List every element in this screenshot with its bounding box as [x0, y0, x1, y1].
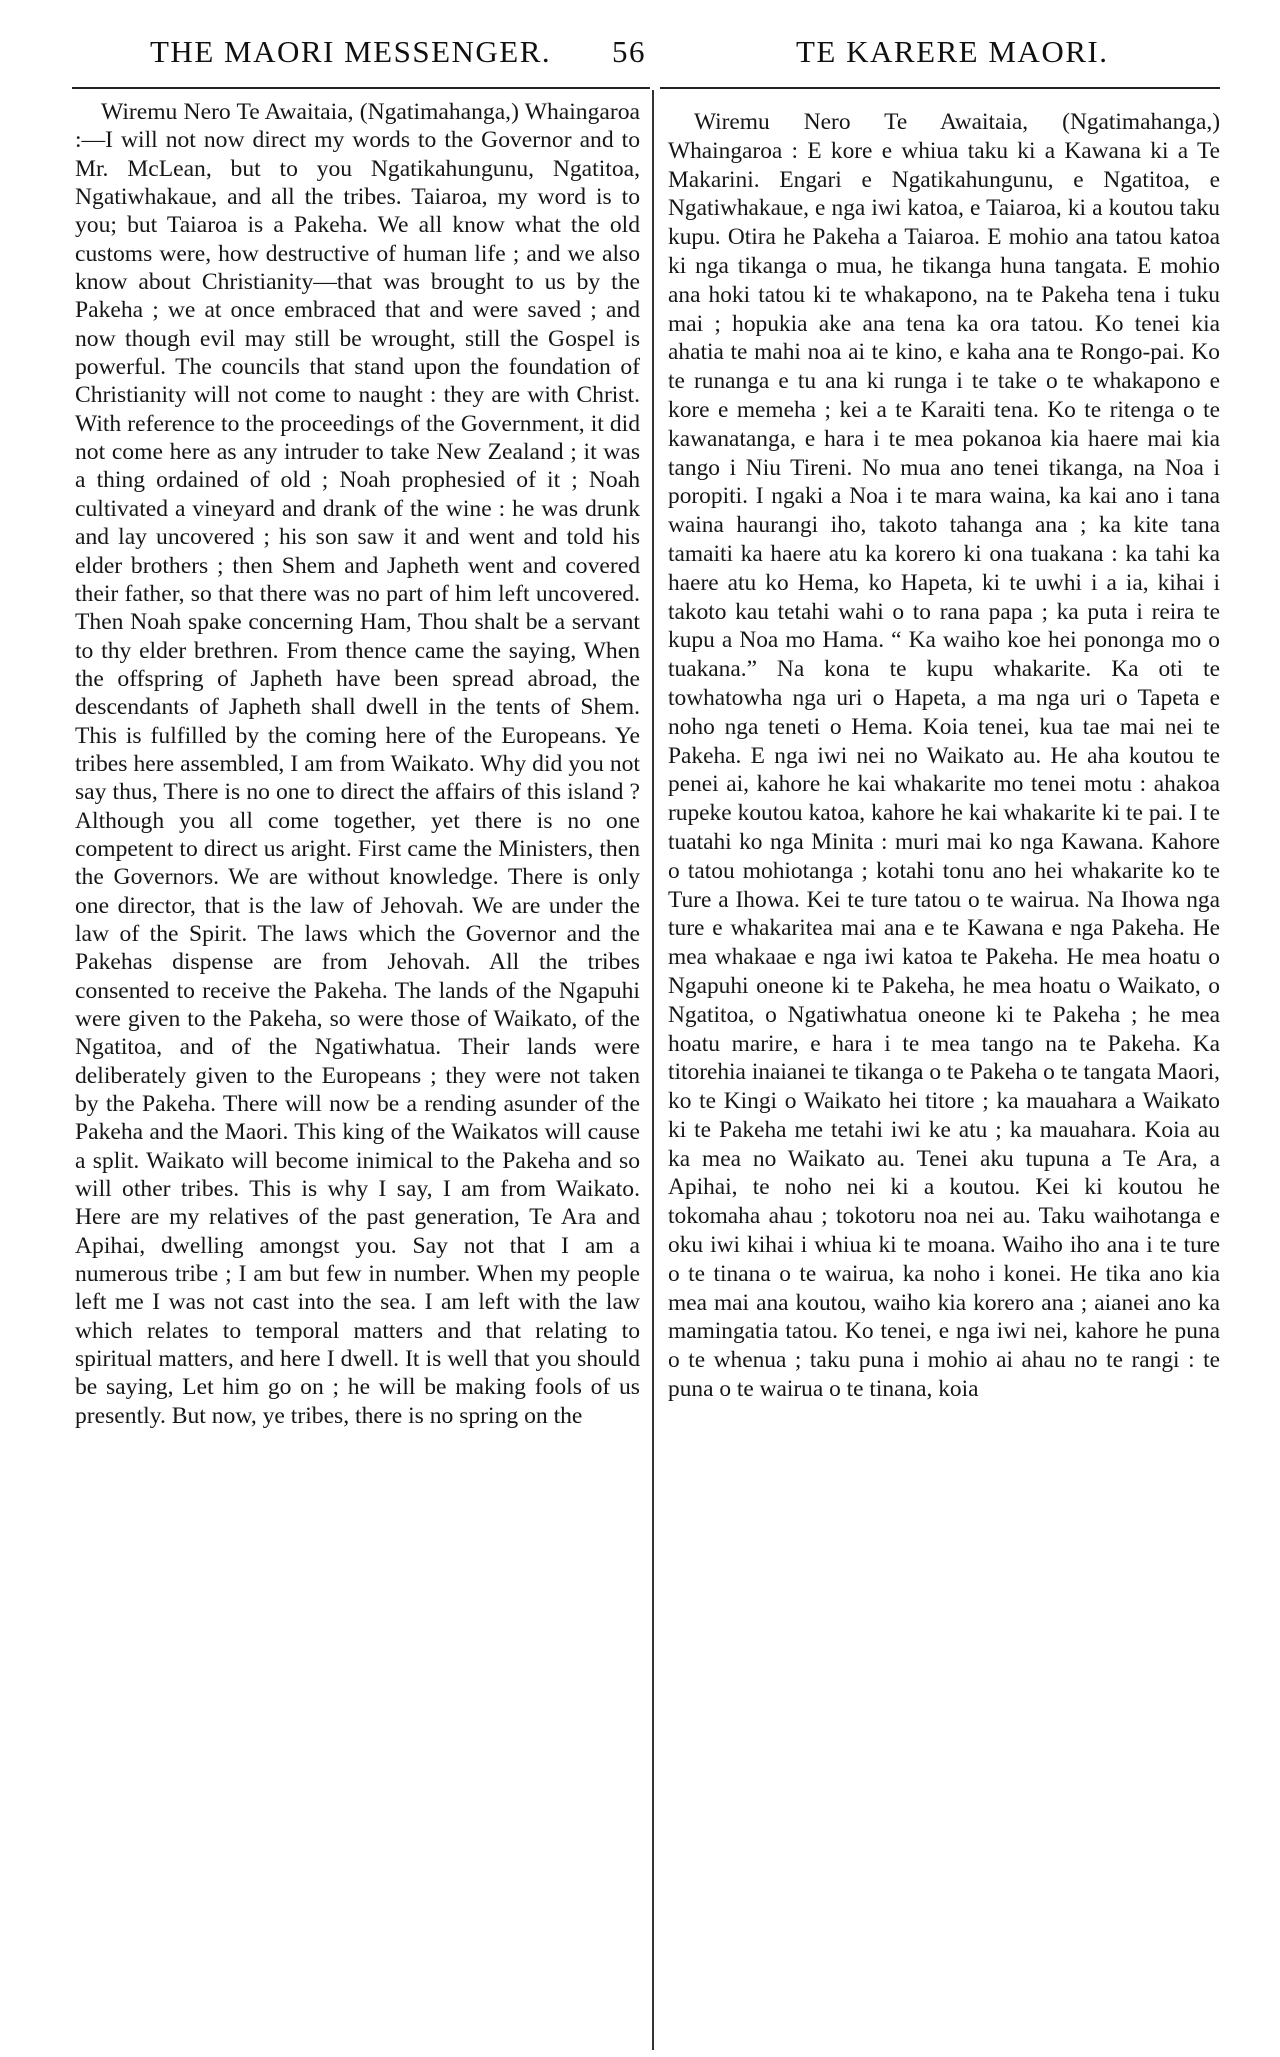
column-divider [652, 90, 654, 2050]
maori-column [668, 108, 1220, 2048]
header-rule-right [660, 87, 1220, 89]
maori-speaker: Wiremu Nero Te Awaitaia, (Ngatimahanga,) Whaingaroa : [668, 109, 1220, 164]
english-paragraph [75, 98, 640, 1430]
maori-body: E kore e whiua taku ki a Kawana ki a Te Makarini. Engari e Ngatikahungunu, e Ngatitoa, e Ngatiwhakaue, e nga iwi katoa, e Taiaroa, ki a koutou taku kupu. Otira he Pakeha a Taiaroa. E mohio ana tatou katoa ki nga tikanga o mua, he tikanga huna tangata. E mohio ana hoki tatou ki te whakapono, na te Pakeha tena i tuku mai ; hopukia ake ana tena ka ora tatou. Ko tenei kia ahatia te mahi noa ai te kino, e kaha ana te Rongo-pai. Ko te runanga e tu ana ki runga i te take o te whakapono e kore e memeha ; kei a te Karaiti tena. Ko te ritenga o te kawanatanga, e hara i te mea pokanoa kia haere mai kia tango i Niu Tireni. No mua ano tenei tikanga, na Noa i poropiti. I ngaki a Noa i te mara waina, ka kai ano i tana waina haurangi iho, takoto tahanga ana ; ka kite tana tamaiti ka haere atu ka korero ki ona tuakana : ka tahi ka haere atu ko Hema, ko Hapeta, ki te uwhi i a ia, kihai i takoto kau tetahi wahi o to rana papa ; ka puta i reira te kupu a Noa mo Hama. “ Ka waiho koe hei pononga mo o tuakana.” Na kona te kupu whakarite. Ka oti te towhatowha nga uri o Hapeta, a ma nga uri o Tapeta e noho nga teneti o Hema. Koia tenei, kua tae mai nei te Pakeha. E nga iwi nei no Waikato au. He aha koutou te penei ai, kahore he kai whakarite mo tenei motu : ahakoa rupeke koutou katoa, kahore he kai whakarite ki te pai. I te tuatahi ko nga Minita : muri mai ko nga Kawana. Kahore o tatou mohiotanga ; kotahi tonu ano hei whakarite ko te Ture a Ihowa. Kei te ture tatou o te wairua. Na Ihowa nga ture e whakaritea mai ana e te Kawana e nga Pakeha. He mea whakaae e nga iwi katoa te Pakeha. He mea hoatu o Ngapuhi oneone ki te Pakeha, he mea hoatu o Waikato, o Ngatitoa, o Ngatiwhatua oneone ki te Pakeha ; he mea hoatu marire, e hara i te mea tango na te Pakeha. Ka titorehia inaianei te tikanga o te Pakeha o te tangata Maori, ko te Kingi o Waikato hei titore ; ka mauahara a Waikato ki te Pakeha me tetahi iwi ke atu ; ka mauahara. Koia au ka mea no Waikato au. Tenei aku tupuna a Te Ara, a Apihai, te noho nei ki a koutou. Kei ki koutou he tokomaha ahau ; tokotoru noa nei au. Taku waihotanga e oku iwi kihai i whiua ki te moana. Waiho iho ana i te ture o te tinana o te wairua, ka noho i konei. He tika ano kia mea mai ana koutou, waiho kia korero ana ; aianei ano ka mamingatia tatou. Ko tenei, e nga iwi nei, kahore he puna o te whenua ; taku puna i mohio ai ahau no te rangi : te puna o te wairua o te tinana, koia [668, 137, 1220, 1403]
page-number: 56 [612, 34, 646, 69]
english-body: I will not now direct my words to the Governor and to Mr. McLean, but to you Ngatikahungunu, Ngatitoa, Ngatiwhakaue, and all the tribes. Taiaroa, my word is to you; but Taiaroa is a Pakeha. We all know what the old customs were, how destructive of human life ; and we also know about Christianity—that was brought to us by the Pakeha ; we at once embraced that and were saved ; and now though evil may still be wrought, still the Gospel is powerful. The councils that stand upon the foundation of Christianity will not come to naught : they are with Christ. With reference to the proceedings of the Government, it did not come here as any intruder to take New Zealand ; it was a thing ordained of old ; Noah prophesied of it ; Noah cultivated a vineyard and drank of the wine : he was drunk and lay uncovered ; his son saw it and went and told his elder brothers ; then Shem and Japheth went and covered their father, so that there was no part of him left uncovered. Then Noah spake concerning Ham, Thou shalt be a servant to thy elder brethren. From thence came the saying, When the offspring of Japheth have been spread abroad, the descendants of Japheth shall dwell in the tents of Shem. This is fulfilled by the coming here of the Europeans. Ye tribes here assembled, I am from Waikato. Why did you not say thus, There is no one to direct the affairs of this island ? Although you all come together, yet there is no one competent to direct us aright. First came the Ministers, then the Governors. We are without knowledge. There is only one director, that is the law of Jehovah. We are under the law of the Spirit. The laws which the Governor and the Pakehas dispense are from Jehovah. All the tribes consented to receive the Pakeha. The lands of the Ngapuhi were given to the Pakeha, so were those of Waikato, of the Ngatitoa, and of the Ngatiwhatua. Their lands were deliberately given to the Europeans ; they were not taken by the Pakeha. There will now be a rending asunder of the Pakeha and the Maori. This king of the Waikatos will cause a split. Waikato will become inimical to the Pakeha and so will other tribes. This is why I say, I am from Waikato. Here are my relatives of the past generation, Te Ara and Apihai, dwelling amongst you. Say not that I am a numerous tribe ; I am but few in number. When my people left me I was not cast into the sea. I am left with the law which relates to temporal matters and that relating to spiritual matters, and here I dwell. It is well that you should be saying, Let him go on ; he will be making fools of us presently. But now, ye tribes, there is no spring on the [75, 127, 640, 1429]
english-speaker: Wiremu Nero Te Awaitaia, (Ngatimahanga,) Whaingaroa :— [75, 99, 640, 154]
maori-masthead: TE KARERE MAORI. [796, 34, 1109, 69]
english-column [75, 98, 640, 2048]
page-header [0, 34, 1280, 74]
header-rule-left [72, 87, 650, 89]
english-masthead: THE MAORI MESSENGER. [150, 34, 552, 69]
maori-paragraph [668, 108, 1220, 1404]
